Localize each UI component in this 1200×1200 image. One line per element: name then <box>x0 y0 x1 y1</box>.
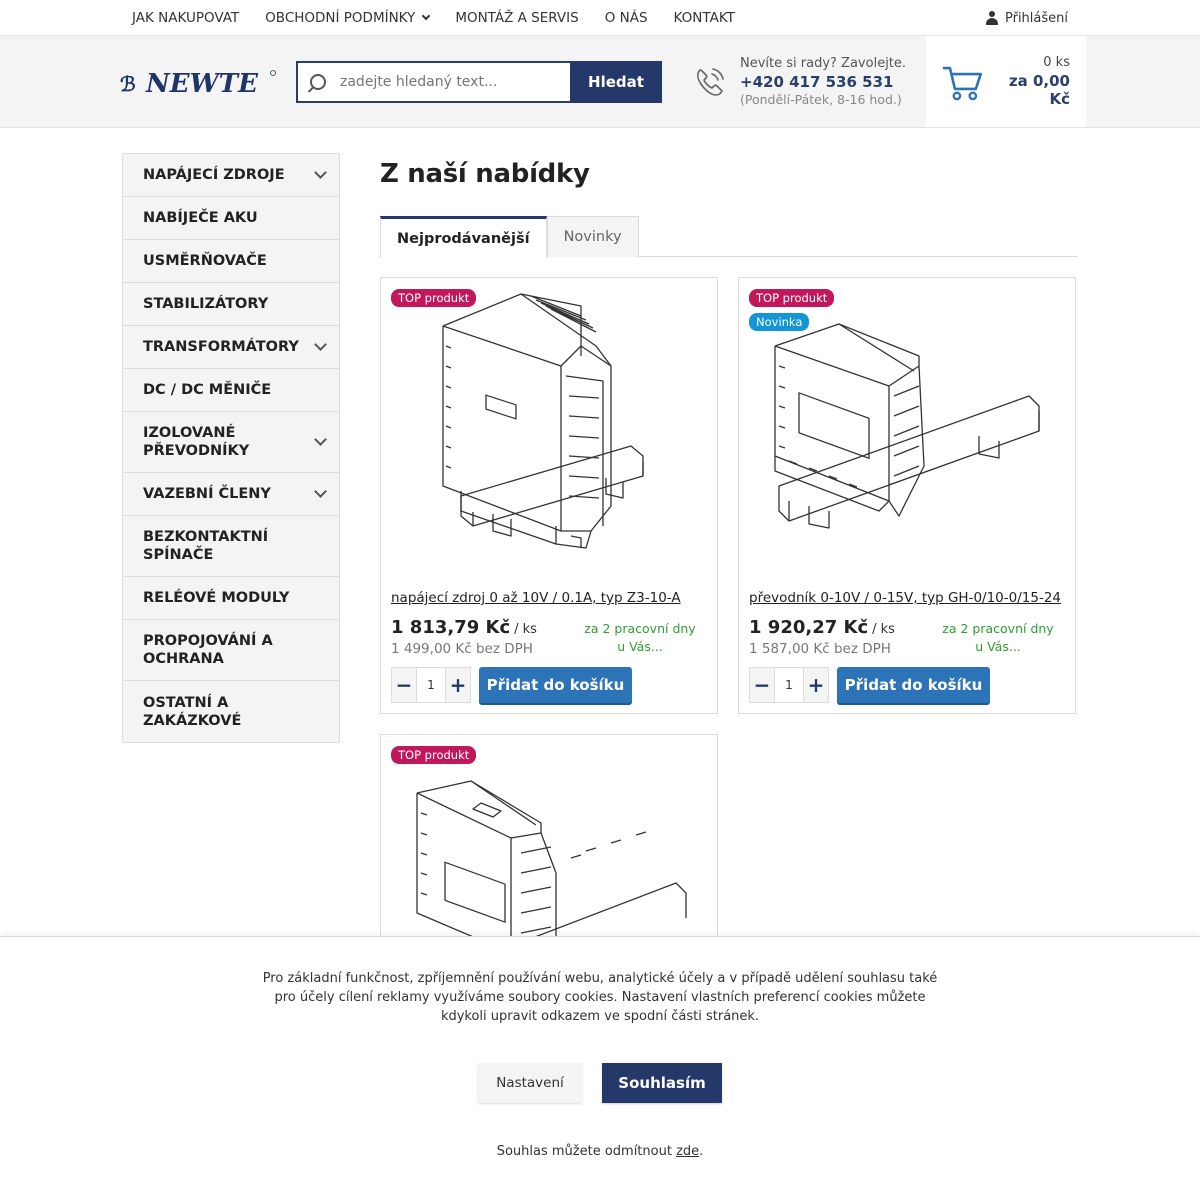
cookie-refuse-link[interactable]: zde <box>676 1144 700 1159</box>
cookie-accept-button[interactable]: Souhlasím <box>602 1063 722 1103</box>
search-field <box>296 61 570 103</box>
chevron-down-icon[interactable] <box>314 433 327 446</box>
product-image[interactable] <box>381 286 717 576</box>
sidebar-item-nabijece-aku[interactable]: NABÍJEČE AKU <box>123 197 339 240</box>
chevron-down-icon <box>422 12 430 20</box>
phone-prompt: Nevíte si rady? Zavolejte. <box>740 56 907 71</box>
menu-montaz-a-servis[interactable]: MONTÁŽ A SERVIS <box>455 10 579 26</box>
page-title: Z naší nabídky <box>380 159 590 189</box>
category-sidebar <box>122 153 340 743</box>
menu-obchodni-podminky[interactable]: OBCHODNÍ PODMÍNKY <box>265 10 429 26</box>
add-to-cart-button[interactable]: Přidat do košíku <box>837 667 990 703</box>
search-button[interactable]: Hledat <box>570 61 662 103</box>
product-price: 1 920,27 Kč / ks <box>749 617 895 638</box>
phone-number[interactable]: +420 417 536 531 <box>740 73 894 91</box>
product-card <box>380 277 718 714</box>
product-name-link[interactable]: napájecí zdroj 0 až 10V / 0.1A, typ Z3-10-A <box>391 590 681 606</box>
menu-kontakt[interactable]: KONTAKT <box>673 10 735 26</box>
badge-novinka: Novinka <box>749 313 809 331</box>
cart-count: 0 ks <box>1043 55 1070 70</box>
logo-mark <box>120 67 280 97</box>
top-navigation <box>0 0 1200 36</box>
qty-input[interactable]: 1 <box>774 668 804 702</box>
cookie-consent-bar <box>0 936 1200 1200</box>
login-link[interactable]: Přihlášení <box>986 11 1068 26</box>
cookie-refuse-line: Souhlas můžete odmítnout zde. <box>496 1144 704 1159</box>
sidebar-item-stabilizatory[interactable]: STABILIZÁTORY <box>123 283 339 326</box>
availability-info: za 2 pracovní dny u Vás... <box>942 621 1054 654</box>
price-without-vat: 1 499,00 Kč bez DPH <box>391 641 533 657</box>
search-form <box>296 61 662 103</box>
sidebar-item-propojovani-a-ochrana[interactable]: PROPOJOVÁNÍ A OCHRANA <box>123 620 339 681</box>
menu-o-nas[interactable]: O NÁS <box>604 10 648 26</box>
tab-novinky[interactable]: Novinky <box>547 216 639 257</box>
site-header <box>0 36 1200 128</box>
sidebar-item-vazebni-cleny[interactable]: VAZEBNÍ ČLENY <box>123 473 339 516</box>
product-tabs <box>380 216 1078 257</box>
product-price: 1 813,79 Kč / ks <box>391 617 537 638</box>
svg-text:ℬ: ℬ <box>120 71 136 96</box>
qty-input[interactable]: 1 <box>416 668 446 702</box>
badge-top-produkt: TOP produkt <box>391 746 476 764</box>
cart-icon <box>942 62 984 102</box>
availability-info: za 2 pracovní dny u Vás... <box>584 621 696 654</box>
sidebar-item-izolovane-prevodniky[interactable]: IZOLOVANÉ PŘEVODNÍKY <box>123 412 339 473</box>
sidebar-item-ostatni-a-zakazkove[interactable]: OSTATNÍ A ZAKÁZKOVÉ <box>123 681 339 742</box>
chevron-down-icon[interactable] <box>314 338 327 351</box>
add-to-cart-button[interactable]: Přidat do košíku <box>479 667 632 703</box>
badge-top-produkt: TOP produkt <box>391 289 476 307</box>
phone-hours: (Pondělí-Pátek, 8-16 hod.) <box>740 92 902 107</box>
cookie-text: Pro základní funkčnost, zpříjemnění používání webu, analytické účely a v případě udělení souhlasu také pro účely cílení reklamy využíváme soubory cookies. Nastavení vlastních preferencí cookies můžete kdykoli upravit odkazem ve spodní části stránek. <box>262 971 938 1024</box>
top-menu <box>126 10 761 26</box>
cookie-settings-button[interactable]: Nastavení <box>478 1063 582 1103</box>
tab-nejprodavanejsi[interactable]: Nejprodávanější <box>380 216 547 258</box>
logo-text: NEWTE <box>146 68 258 97</box>
sidebar-item-dc-dc-menice[interactable]: DC / DC MĚNIČE <box>123 369 339 412</box>
qty-minus-button[interactable]: − <box>392 668 416 702</box>
sidebar-item-napajeci-zdroje[interactable]: NAPÁJECÍ ZDROJE <box>123 154 339 197</box>
sidebar-item-transformatory[interactable]: TRANSFORMÁTORY <box>123 326 339 369</box>
search-icon <box>310 74 326 90</box>
cart-widget[interactable] <box>926 36 1086 127</box>
phone-contact <box>692 56 906 107</box>
cart-total: za 0,00 Kč <box>1008 72 1070 108</box>
menu-jak-nakupovat[interactable]: JAK NAKUPOVAT <box>132 10 240 26</box>
product-card <box>738 277 1076 714</box>
qty-minus-button[interactable]: − <box>750 668 774 702</box>
sidebar-item-bezkontaktni-spinace[interactable]: BEZKONTAKTNÍ SPÍNAČE <box>123 516 339 577</box>
product-name-link[interactable]: převodník 0-10V / 0-15V, typ GH-0/10-0/15-24 <box>749 590 1062 606</box>
quantity-stepper <box>749 667 829 703</box>
chevron-down-icon[interactable] <box>314 485 327 498</box>
user-icon <box>986 11 998 25</box>
phone-icon <box>692 64 728 100</box>
badge-top-produkt: TOP produkt <box>749 289 834 307</box>
quantity-stepper <box>391 667 471 703</box>
qty-plus-button[interactable]: + <box>804 668 828 702</box>
search-input[interactable] <box>340 74 560 90</box>
sidebar-item-releove-moduly[interactable]: RELÉOVÉ MODULY <box>123 577 339 620</box>
qty-plus-button[interactable]: + <box>446 668 470 702</box>
newte-logo[interactable] <box>120 67 280 97</box>
chevron-down-icon[interactable] <box>314 166 327 179</box>
sidebar-item-usmernovace[interactable]: USMĚRŇOVAČE <box>123 240 339 283</box>
price-without-vat: 1 587,00 Kč bez DPH <box>749 641 891 657</box>
